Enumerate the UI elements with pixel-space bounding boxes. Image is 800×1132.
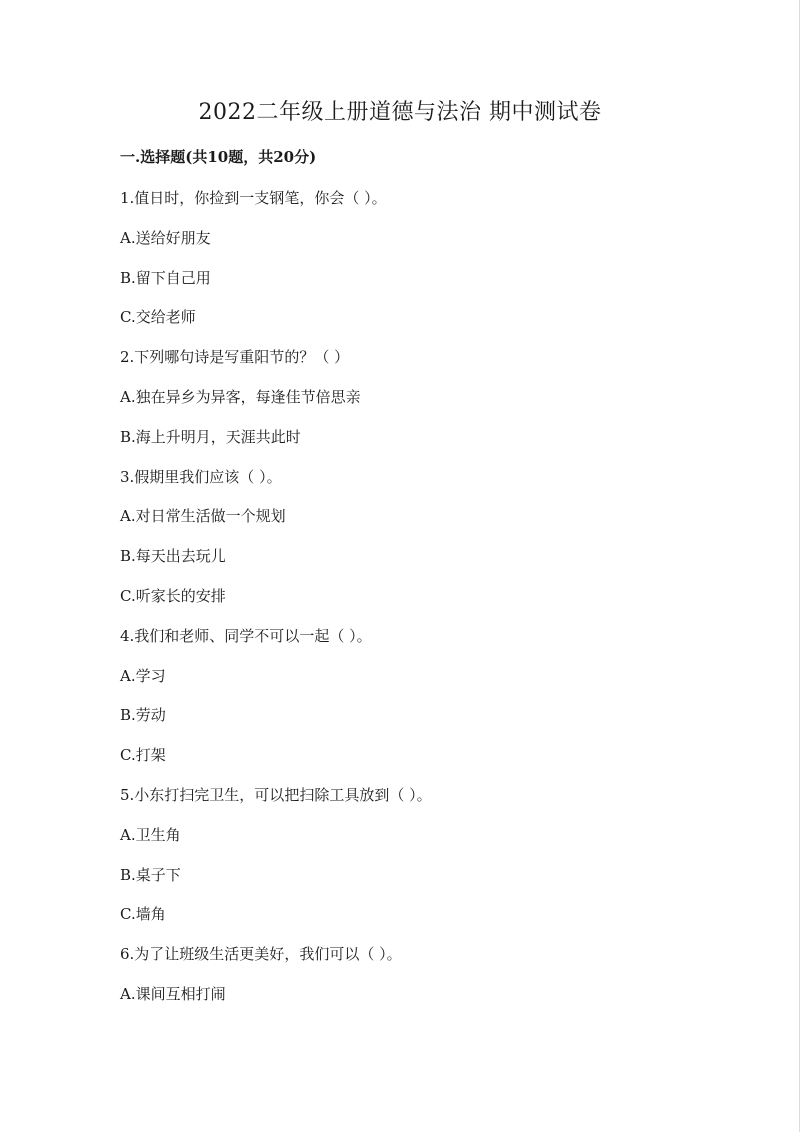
answer-option: B.劳动 [120,706,166,725]
section-header: 一.选择题(共10题，共20分) [120,148,317,166]
question-stem: 1.值日时，你捡到一支钢笔，你会（ ）。 [120,189,387,207]
answer-option: A.学习 [120,666,166,685]
question-list [120,186,720,1022]
question-stem: 5.小东打扫完卫生，可以把扫除工具放到（ ）。 [120,785,432,804]
answer-option: A.对日常生活做一个规划 [120,507,286,526]
question-stem: 4.我们和老师、同学不可以一起（ ）。 [120,626,372,645]
answer-option: A.课间互相打闹 [120,984,226,1003]
answer-option: A.卫生角 [120,825,181,844]
answer-option: B.桌子下 [120,865,181,884]
question-stem: 6.为了让班级生活更美好，我们可以（ ）。 [120,945,402,964]
answer-option: C.打架 [120,746,166,765]
answer-option: C.听家长的安排 [120,586,226,605]
answer-option: B.留下自己用 [120,268,211,287]
answer-option: A.独在异乡为异客，每逢佳节倍思亲 [120,387,361,406]
question-stem: 3.假期里我们应该（ ）。 [120,467,282,486]
page-title: 2022二年级上册道德与法治 期中测试卷 [198,100,602,125]
answer-option: B.每天出去玩儿 [120,547,226,566]
answer-option: A.送给好朋友 [120,228,211,247]
answer-option: C.交给老师 [120,308,196,327]
question-stem: 2.下列哪句诗是写重阳节的？（ ） [120,348,350,367]
answer-option: C.墙角 [120,905,166,924]
answer-option: B.海上升明月，天涯共此时 [120,427,301,446]
